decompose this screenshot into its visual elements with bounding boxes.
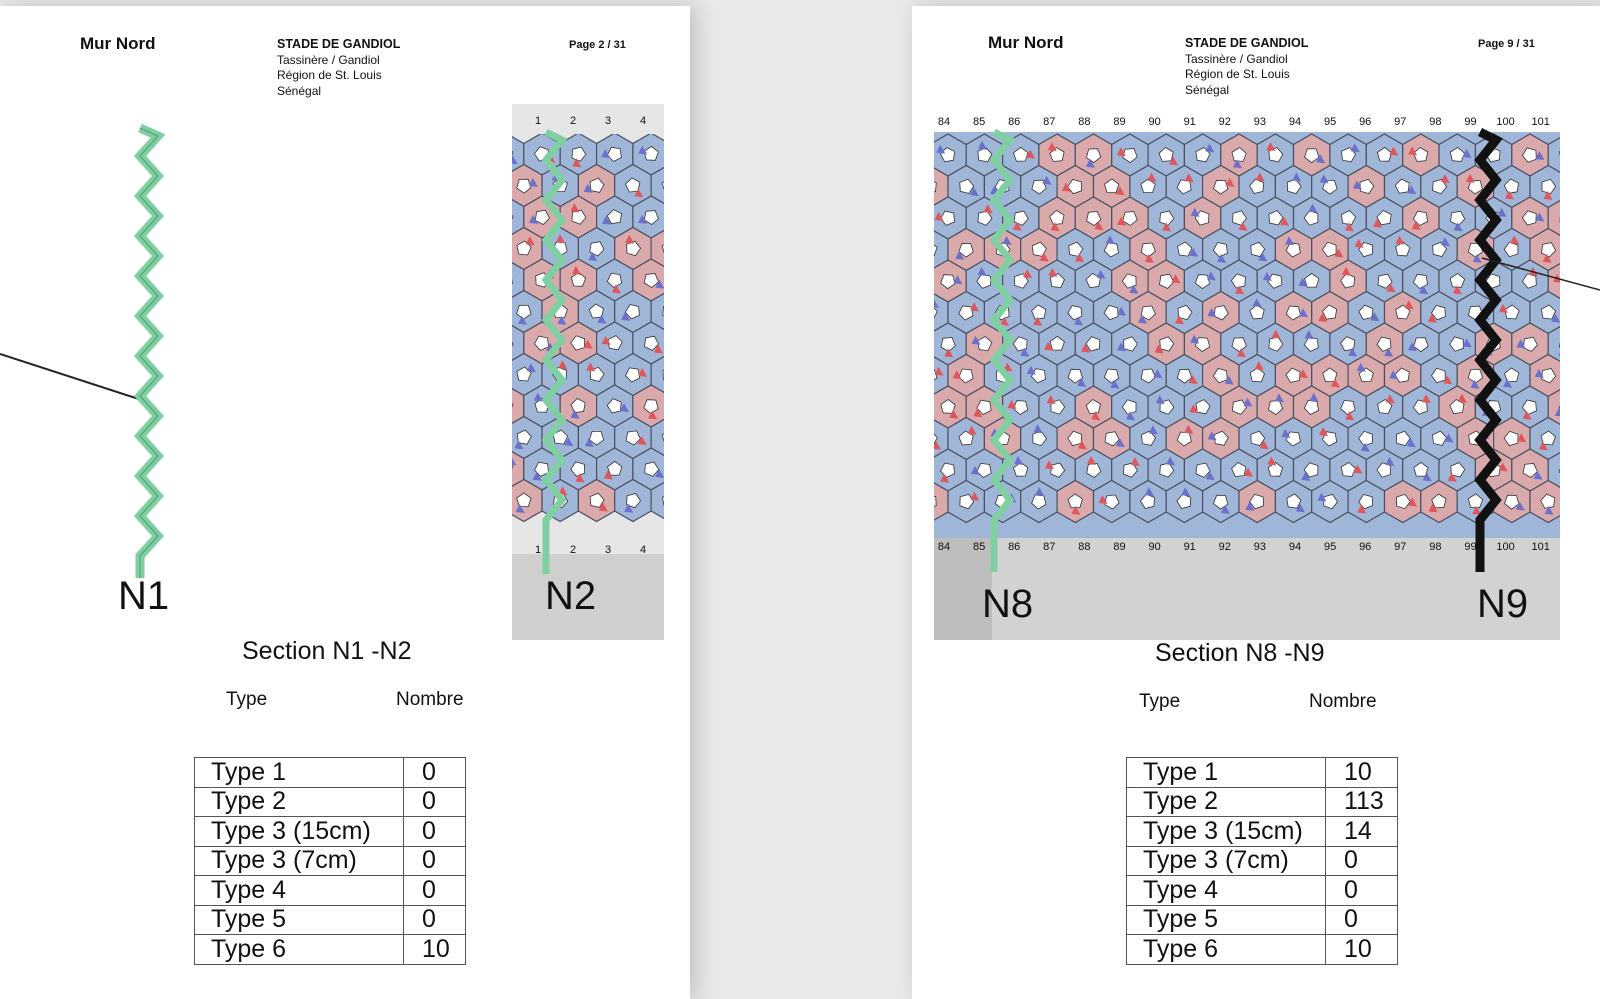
wall-title: Mur Nord — [988, 33, 1064, 52]
type-cell: Type 3 (15cm) — [195, 817, 404, 847]
site-line-1: Tassinère / Gandiol — [277, 52, 380, 67]
count-cell: 10 — [404, 935, 466, 965]
hex-grid — [512, 133, 664, 522]
column-tick-bottom: 93 — [1253, 541, 1267, 553]
table-row — [195, 817, 466, 847]
count-cell: 0 — [404, 876, 466, 906]
count-cell: 14 — [1325, 817, 1397, 847]
type-cell: Type 4 — [195, 876, 404, 906]
column-tick-bottom: 101 — [1531, 541, 1550, 553]
node-end-label: N9 — [1477, 582, 1529, 626]
column-tick-bottom: 84 — [937, 541, 951, 553]
column-tick-top: 96 — [1359, 116, 1372, 128]
column-tick-bottom: 96 — [1359, 541, 1372, 553]
site-line-3: Sénégal — [1185, 82, 1230, 97]
site-header — [1185, 36, 1308, 98]
type-cell: Type 6 — [1127, 935, 1326, 965]
wall-title: Mur Nord — [80, 34, 156, 53]
column-tick-bottom: 87 — [1043, 541, 1056, 553]
type-count-table — [194, 757, 466, 965]
column-header-type: Type — [1139, 691, 1181, 712]
count-cell: 0 — [1325, 876, 1397, 906]
type-cell: Type 1 — [195, 758, 404, 788]
node-start-label: N8 — [982, 582, 1034, 626]
leader-line — [0, 354, 148, 402]
section-title: Section N1 -N2 — [242, 637, 412, 665]
table-row — [1127, 935, 1398, 965]
page-number: Page 9 / 31 — [1478, 38, 1535, 50]
hex-wall-drawing — [512, 104, 664, 640]
column-tick-top: 86 — [1008, 116, 1021, 128]
site-line-1: Tassinère / Gandiol — [1185, 51, 1288, 66]
table-row — [195, 876, 466, 906]
column-tick-top: 89 — [1113, 116, 1126, 128]
count-cell: 0 — [1325, 905, 1397, 935]
column-tick-top: 97 — [1394, 116, 1407, 128]
column-tick-top: 100 — [1496, 116, 1515, 128]
type-cell: Type 5 — [1127, 905, 1326, 935]
column-tick-bottom: 100 — [1496, 541, 1515, 553]
column-tick-top: 95 — [1323, 116, 1337, 128]
site-line-3: Sénégal — [277, 83, 322, 98]
column-tick-top: 98 — [1429, 116, 1442, 128]
column-tick-bottom: 4 — [639, 544, 647, 556]
column-tick-bottom: 1 — [534, 544, 542, 556]
column-tick-bottom: 99 — [1464, 541, 1477, 553]
column-tick-top: 99 — [1464, 116, 1477, 128]
site-title: STADE DE GANDIOL — [1185, 36, 1309, 50]
column-tick-bottom: 89 — [1113, 541, 1126, 553]
count-cell: 0 — [404, 817, 466, 847]
table-row — [195, 935, 466, 965]
column-tick-top: 90 — [1148, 116, 1161, 128]
column-tick-top: 2 — [569, 115, 577, 127]
hex-wall-drawing — [934, 110, 1600, 652]
table-row — [195, 787, 466, 817]
type-cell: Type 5 — [195, 905, 404, 935]
column-header-count: Nombre — [1309, 691, 1377, 712]
zigzag-joint-drawing — [0, 116, 200, 586]
table-row — [195, 758, 466, 788]
hex-grid — [934, 134, 1600, 523]
count-cell: 113 — [1325, 787, 1397, 817]
type-cell: Type 4 — [1127, 876, 1326, 906]
node-end-label: N2 — [545, 574, 597, 618]
column-tick-bottom: 91 — [1183, 541, 1196, 553]
type-cell: Type 3 (7cm) — [195, 846, 404, 876]
column-tick-top: 87 — [1043, 116, 1056, 128]
column-tick-top: 91 — [1183, 116, 1196, 128]
column-tick-top: 94 — [1288, 116, 1302, 128]
column-tick-bottom: 2 — [569, 544, 577, 556]
table-row — [195, 846, 466, 876]
table-row — [1127, 817, 1398, 847]
column-tick-bottom: 97 — [1394, 541, 1407, 553]
type-cell: Type 2 — [1127, 787, 1326, 817]
table-row — [1127, 846, 1398, 876]
column-tick-bottom: 90 — [1148, 541, 1161, 553]
column-header-type: Type — [226, 689, 268, 710]
count-cell: 0 — [404, 905, 466, 935]
node-start-label: N1 — [118, 574, 170, 618]
column-tick-top: 93 — [1253, 116, 1267, 128]
site-line-2: Région de St. Louis — [277, 68, 382, 82]
column-tick-top: 88 — [1078, 116, 1091, 128]
column-tick-bottom: 3 — [604, 544, 612, 556]
type-cell: Type 1 — [1127, 758, 1326, 788]
column-tick-bottom: 94 — [1288, 541, 1302, 553]
type-count-table — [1126, 757, 1398, 965]
column-tick-top: 3 — [604, 115, 612, 127]
document-page-right — [912, 6, 1600, 999]
column-tick-bottom: 88 — [1078, 541, 1091, 553]
table-row — [1127, 758, 1398, 788]
column-tick-bottom: 95 — [1323, 541, 1337, 553]
count-cell: 0 — [404, 787, 466, 817]
column-tick-top: 85 — [972, 116, 986, 128]
column-tick-bottom: 85 — [972, 541, 986, 553]
type-cell: Type 2 — [195, 787, 404, 817]
column-tick-bottom: 98 — [1429, 541, 1442, 553]
page-number: Page 2 / 31 — [569, 39, 626, 51]
table-row — [195, 905, 466, 935]
column-tick-top: 4 — [639, 115, 647, 127]
count-cell: 10 — [1325, 935, 1397, 965]
column-tick-top: 92 — [1218, 116, 1231, 128]
count-cell: 0 — [404, 846, 466, 876]
column-tick-top: 84 — [937, 116, 951, 128]
document-page-left — [0, 6, 690, 999]
column-header-count: Nombre — [396, 689, 464, 710]
column-tick-top: 1 — [534, 115, 542, 127]
column-tick-bottom: 92 — [1218, 541, 1231, 553]
site-header — [277, 37, 400, 99]
site-title: STADE DE GANDIOL — [277, 37, 401, 51]
section-title: Section N8 -N9 — [1155, 639, 1325, 667]
count-cell: 0 — [1325, 846, 1397, 876]
type-cell: Type 6 — [195, 935, 404, 965]
table-row — [1127, 876, 1398, 906]
column-tick-bottom: 86 — [1008, 541, 1021, 553]
type-cell: Type 3 (15cm) — [1127, 817, 1326, 847]
type-cell: Type 3 (7cm) — [1127, 846, 1326, 876]
table-row — [1127, 787, 1398, 817]
count-cell: 10 — [1325, 758, 1397, 788]
column-tick-top: 101 — [1531, 116, 1550, 128]
site-line-2: Région de St. Louis — [1185, 67, 1290, 81]
table-row — [1127, 905, 1398, 935]
count-cell: 0 — [404, 758, 466, 788]
